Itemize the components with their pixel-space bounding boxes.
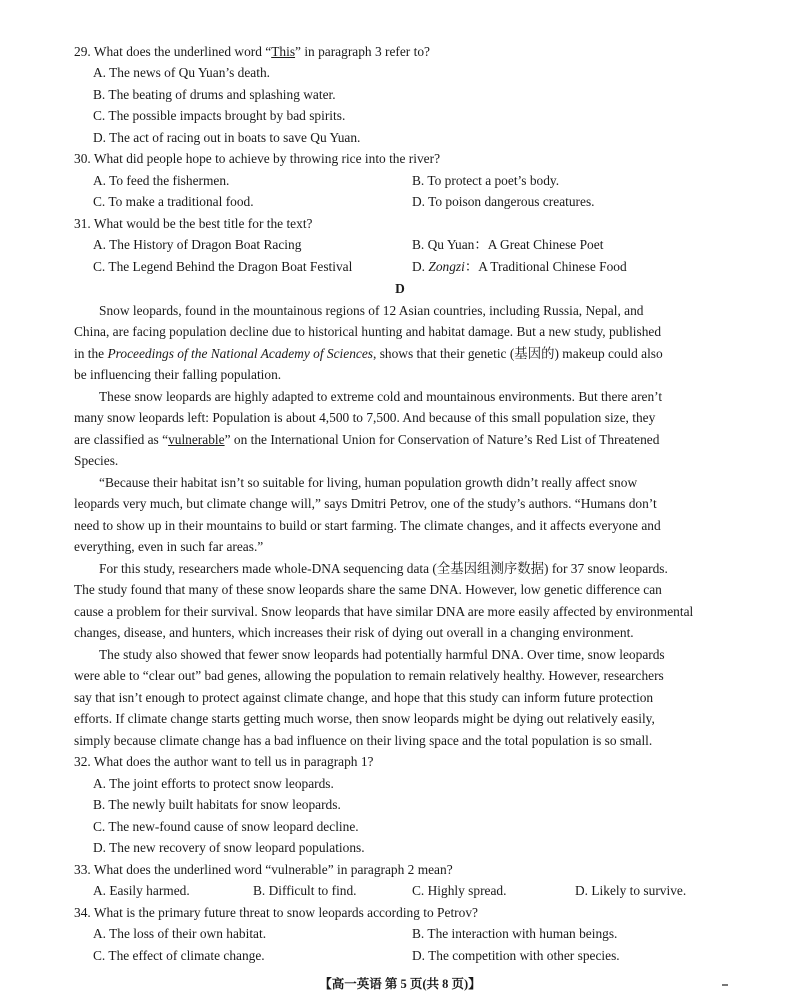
page-footer: 【高一英语 第 5 页(共 8 页)】 [319, 977, 481, 991]
question-32-option-c: C. The new-found cause of snow leopard decline. [93, 819, 359, 834]
question-34-stem: 34. What is the primary future threat to snow leopards according to Petrov? [74, 905, 478, 920]
question-30-stem: 30. What did people hope to achieve by throwing rice into the river? [74, 151, 441, 166]
passage-p2-line4: Species. [74, 453, 119, 468]
underlined-word-vulnerable: vulnerable [168, 432, 225, 447]
passage-p3-line4: everything, even in such far areas.” [74, 539, 264, 554]
passage-p5-line5: simply because climate change has a bad influence on their living space and the total population is so small. [74, 733, 653, 748]
passage-p5-line1: The study also showed that fewer snow leopards had potentially harmful DNA. Over time, snow leopards [99, 647, 665, 662]
passage-p4-line1: For this study, researchers made whole-DNA sequencing data (全基因组测序数据) for 37 snow leopards. [99, 561, 668, 576]
question-33-option-b: B. Difficult to find. [253, 883, 357, 898]
question-33-option-c: C. Highly spread. [412, 883, 507, 898]
passage-p5-line3: say that isn’t enough to protect against climate change, and hope that this study can inform future protection [74, 690, 654, 705]
passage-p3-line1: “Because their habitat isn’t so suitable for living, human population growth didn’t really affect snow [99, 475, 638, 490]
passage-p3-line3: need to show up in their mountains to build or start farming. The climate changes, and it affects everyone and [74, 518, 661, 533]
passage-p2-line2: many snow leopards left: Population is about 4,500 to 7,500. And because of this small population size, they [74, 410, 656, 425]
question-32-stem: 32. What does the author want to tell us in paragraph 1? [74, 754, 374, 769]
question-34-option-c: C. The effect of climate change. [93, 948, 265, 963]
passage-p4-line4: changes, disease, and hunters, which increases their risk of dying out overall in a changing environment. [74, 625, 634, 640]
question-32-option-b: B. The newly built habitats for snow leopards. [93, 797, 341, 812]
question-34-option-b: B. The interaction with human beings. [412, 926, 618, 941]
passage-p3-line2: leopards very much, but climate change will,” says Dmitri Petrov, one of the study’s authors. “Humans don’t [74, 496, 657, 511]
question-33-option-d: D. Likely to survive. [575, 883, 687, 898]
question-29-option-d: D. The act of racing out in boats to save Qu Yuan. [93, 130, 361, 145]
question-33-stem: 33. What does the underlined word “vulnerable” in paragraph 2 mean? [74, 862, 453, 877]
passage-p2-line1: These snow leopards are highly adapted to extreme cold and mountainous environments. But there aren’t [99, 389, 663, 404]
passage-p1-line2: China, are facing population decline due to historical hunting and habitat damage. But a new study, published [74, 324, 662, 339]
passage-p5-line4: efforts. If climate change starts getting much worse, then snow leopards might be dying out relatively easily, [74, 711, 655, 726]
question-33-option-a: A. Easily harmed. [93, 883, 190, 898]
passage-p1-line1: Snow leopards, found in the mountainous regions of 12 Asian countries, including Russia, Nepal, and [99, 303, 644, 318]
zongzi-italic: Zongzi [428, 259, 465, 274]
passage-p4-line2: The study found that many of these snow leopards share the same DNA. However, low genetic difference can [74, 582, 662, 597]
question-31-option-b: B. Qu Yuan：A Great Chinese Poet [412, 237, 604, 252]
question-29-option-c: C. The possible impacts brought by bad spirits. [93, 108, 346, 123]
question-31-stem: 31. What would be the best title for the text? [74, 216, 313, 231]
question-29-option-a: A. The news of Qu Yuan’s death. [93, 65, 271, 80]
question-32-option-a: A. The joint efforts to protect snow leopards. [93, 776, 334, 791]
question-30-option-d: D. To poison dangerous creatures. [412, 194, 595, 209]
journal-title: Proceedings of the National Academy of Sciences [107, 346, 373, 361]
question-29-option-b: B. The beating of drums and splashing water. [93, 87, 336, 102]
page-mark [722, 984, 728, 986]
question-34-option-a: A. The loss of their own habitat. [93, 926, 267, 941]
question-30-option-b: B. To protect a poet’s body. [412, 173, 560, 188]
underlined-word-this: This [271, 44, 296, 59]
passage-p1-line4: be influencing their falling population. [74, 367, 282, 382]
question-34-option-d: D. The competition with other species. [412, 948, 620, 963]
question-31-option-c: C. The Legend Behind the Dragon Boat Festival [93, 259, 353, 274]
question-29-stem: 29. What does the underlined word “This” in paragraph 3 refer to? [74, 44, 430, 59]
passage-p4-line3: cause a problem for their survival. Snow leopards that have similar DNA are more easily affected by environmental [74, 604, 694, 619]
question-31-option-a: A. The History of Dragon Boat Racing [93, 237, 302, 252]
passage-p5-line2: were able to “clear out” bad genes, allowing the population to remain relatively healthy. However, researchers [74, 668, 664, 683]
passage-p1-line3: in the Proceedings of the National Academy of Sciences, shows that their genetic (基因的) makeup could also [74, 346, 663, 361]
question-30-option-a: A. To feed the fishermen. [93, 173, 230, 188]
question-30-option-c: C. To make a traditional food. [93, 194, 254, 209]
question-32-option-d: D. The new recovery of snow leopard populations. [93, 840, 365, 855]
section-title: D [395, 281, 405, 296]
passage-p2-line3: are classified as “vulnerable” on the International Union for Conservation of Nature’s Red List of Threatened [74, 432, 660, 447]
question-31-option-d: D. Zongzi：A Traditional Chinese Food [412, 259, 627, 274]
